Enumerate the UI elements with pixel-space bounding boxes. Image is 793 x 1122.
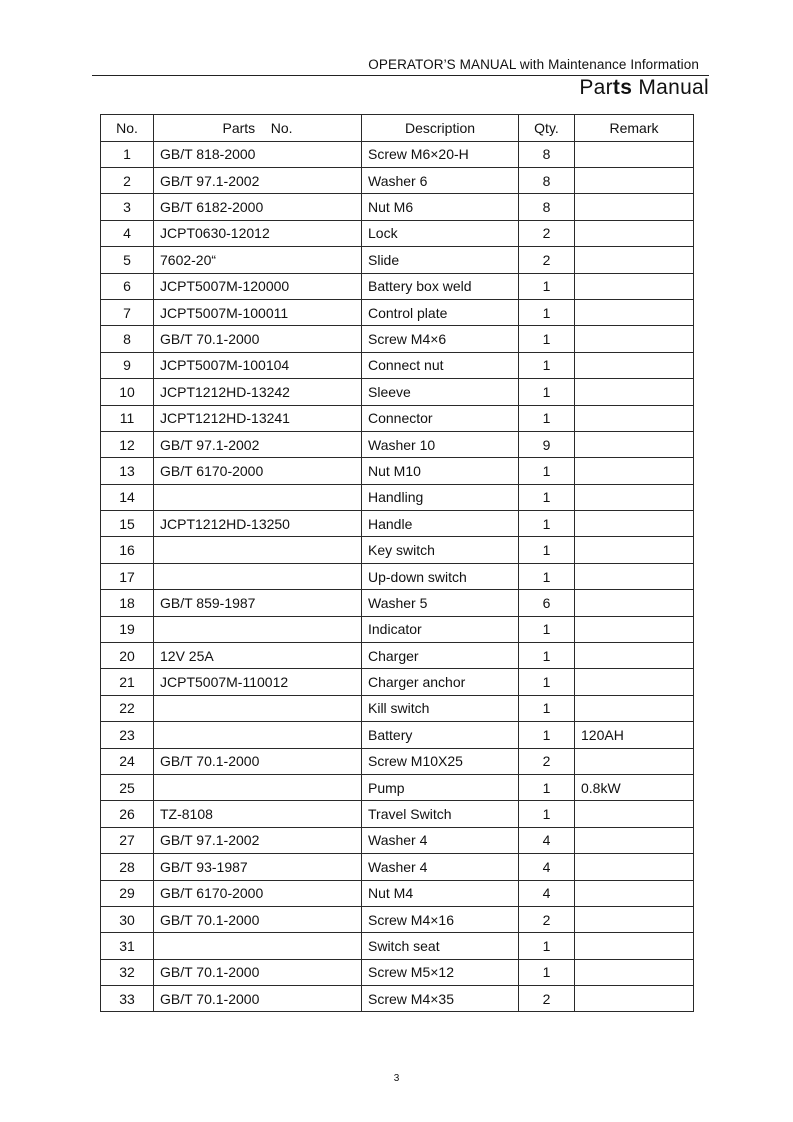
cell-qty: 1 (519, 801, 575, 827)
cell-qty: 8 (519, 167, 575, 193)
cell-description: Screw M10X25 (362, 748, 519, 774)
cell-parts-no: GB/T 6170-2000 (154, 458, 362, 484)
cell-description: Screw M5×12 (362, 959, 519, 985)
cell-remark (575, 352, 694, 378)
table-row (101, 167, 694, 193)
table-row (101, 299, 694, 325)
cell-parts-no (154, 484, 362, 510)
table-row (101, 194, 694, 220)
cell-no: 21 (101, 669, 154, 695)
cell-parts-no: JCPT5007M-100011 (154, 299, 362, 325)
cell-parts-no: GB/T 93-1987 (154, 854, 362, 880)
cell-no: 3 (101, 194, 154, 220)
table-row (101, 616, 694, 642)
cell-no: 2 (101, 167, 154, 193)
cell-no: 13 (101, 458, 154, 484)
cell-description: Sleeve (362, 379, 519, 405)
cell-description: Connector (362, 405, 519, 431)
running-header: OPERATOR’S MANUAL with Maintenance Information (368, 57, 699, 72)
cell-no: 5 (101, 247, 154, 273)
cell-qty: 1 (519, 484, 575, 510)
cell-parts-no: GB/T 70.1-2000 (154, 986, 362, 1012)
cell-remark (575, 484, 694, 510)
cell-description: Washer 6 (362, 167, 519, 193)
cell-parts-no: TZ-8108 (154, 801, 362, 827)
cell-no: 28 (101, 854, 154, 880)
cell-remark (575, 827, 694, 853)
cell-qty: 1 (519, 458, 575, 484)
cell-no: 31 (101, 933, 154, 959)
page-title (0, 76, 709, 100)
cell-no: 30 (101, 906, 154, 932)
cell-no: 26 (101, 801, 154, 827)
table-row (101, 959, 694, 985)
cell-remark (575, 695, 694, 721)
table-row (101, 352, 694, 378)
cell-parts-no: GB/T 70.1-2000 (154, 748, 362, 774)
cell-description: Washer 4 (362, 854, 519, 880)
cell-description: Pump (362, 774, 519, 800)
cell-description: Screw M6×20-H (362, 141, 519, 167)
cell-qty: 1 (519, 379, 575, 405)
table-row (101, 827, 694, 853)
table-row (101, 141, 694, 167)
table-row (101, 511, 694, 537)
cell-remark (575, 906, 694, 932)
cell-parts-no: 12V 25A (154, 643, 362, 669)
cell-remark (575, 431, 694, 457)
cell-parts-no: GB/T 6170-2000 (154, 880, 362, 906)
cell-parts-no: 7602-20“ (154, 247, 362, 273)
cell-remark: 0.8kW (575, 774, 694, 800)
table-row (101, 220, 694, 246)
table-row (101, 326, 694, 352)
cell-description: Battery (362, 722, 519, 748)
cell-remark (575, 247, 694, 273)
cell-qty: 1 (519, 326, 575, 352)
cell-qty: 1 (519, 643, 575, 669)
cell-no: 29 (101, 880, 154, 906)
cell-no: 22 (101, 695, 154, 721)
cell-remark (575, 194, 694, 220)
table-row (101, 774, 694, 800)
cell-no: 33 (101, 986, 154, 1012)
cell-remark (575, 880, 694, 906)
column-header-remark: Remark (575, 115, 694, 142)
cell-no: 23 (101, 722, 154, 748)
cell-qty: 1 (519, 273, 575, 299)
cell-description: Indicator (362, 616, 519, 642)
cell-remark (575, 405, 694, 431)
cell-no: 20 (101, 643, 154, 669)
cell-remark (575, 748, 694, 774)
table-row (101, 590, 694, 616)
table-row (101, 722, 694, 748)
table-row (101, 695, 694, 721)
cell-remark (575, 141, 694, 167)
cell-description: Charger anchor (362, 669, 519, 695)
cell-no: 6 (101, 273, 154, 299)
cell-parts-no: GB/T 70.1-2000 (154, 326, 362, 352)
cell-qty: 2 (519, 247, 575, 273)
cell-qty: 1 (519, 537, 575, 563)
cell-parts-no (154, 616, 362, 642)
cell-parts-no: GB/T 818-2000 (154, 141, 362, 167)
cell-description: Screw M4×35 (362, 986, 519, 1012)
cell-qty: 2 (519, 748, 575, 774)
cell-qty: 8 (519, 194, 575, 220)
cell-description: Nut M4 (362, 880, 519, 906)
cell-description: Nut M10 (362, 458, 519, 484)
cell-qty: 1 (519, 616, 575, 642)
parts-table (100, 114, 694, 1012)
cell-no: 14 (101, 484, 154, 510)
table-row (101, 537, 694, 563)
cell-parts-no: GB/T 70.1-2000 (154, 959, 362, 985)
cell-remark (575, 643, 694, 669)
cell-remark (575, 220, 694, 246)
cell-no: 18 (101, 590, 154, 616)
cell-parts-no: JCPT5007M-110012 (154, 669, 362, 695)
table-row (101, 986, 694, 1012)
cell-parts-no (154, 563, 362, 589)
cell-qty: 1 (519, 511, 575, 537)
cell-remark (575, 563, 694, 589)
cell-no: 9 (101, 352, 154, 378)
cell-remark (575, 590, 694, 616)
cell-description: Washer 5 (362, 590, 519, 616)
cell-description: Charger (362, 643, 519, 669)
table-row (101, 405, 694, 431)
cell-qty: 2 (519, 906, 575, 932)
cell-no: 11 (101, 405, 154, 431)
cell-description: Battery box weld (362, 273, 519, 299)
cell-no: 4 (101, 220, 154, 246)
cell-remark (575, 933, 694, 959)
table-row (101, 563, 694, 589)
cell-description: Control plate (362, 299, 519, 325)
cell-qty: 2 (519, 986, 575, 1012)
cell-description: Washer 10 (362, 431, 519, 457)
table-row (101, 880, 694, 906)
cell-no: 17 (101, 563, 154, 589)
cell-no: 12 (101, 431, 154, 457)
cell-description: Connect nut (362, 352, 519, 378)
cell-description: Travel Switch (362, 801, 519, 827)
cell-no: 8 (101, 326, 154, 352)
cell-remark (575, 616, 694, 642)
cell-parts-no (154, 537, 362, 563)
title-part-2: Manual (632, 76, 709, 99)
cell-remark (575, 273, 694, 299)
cell-description: Slide (362, 247, 519, 273)
cell-parts-no: JCPT1212HD-13241 (154, 405, 362, 431)
cell-remark (575, 167, 694, 193)
cell-parts-no: JCPT5007M-120000 (154, 273, 362, 299)
cell-parts-no: GB/T 859-1987 (154, 590, 362, 616)
table-row (101, 906, 694, 932)
table-row (101, 273, 694, 299)
table-row (101, 801, 694, 827)
cell-no: 19 (101, 616, 154, 642)
table-row (101, 247, 694, 273)
cell-remark (575, 326, 694, 352)
cell-no: 27 (101, 827, 154, 853)
cell-parts-no (154, 722, 362, 748)
cell-description: Screw M4×16 (362, 906, 519, 932)
cell-description: Washer 4 (362, 827, 519, 853)
cell-qty: 1 (519, 933, 575, 959)
table-row (101, 748, 694, 774)
table-row (101, 379, 694, 405)
cell-qty: 4 (519, 854, 575, 880)
column-header-parts-no: Parts No. (154, 115, 362, 142)
cell-description: Key switch (362, 537, 519, 563)
cell-description: Kill switch (362, 695, 519, 721)
cell-remark: 120AH (575, 722, 694, 748)
cell-remark (575, 299, 694, 325)
cell-no: 1 (101, 141, 154, 167)
cell-qty: 4 (519, 880, 575, 906)
table-header-row (101, 115, 694, 142)
cell-qty: 1 (519, 299, 575, 325)
column-header-no: No. (101, 115, 154, 142)
title-bold-part: ts (612, 76, 633, 99)
table-row (101, 643, 694, 669)
table-row (101, 669, 694, 695)
cell-parts-no (154, 774, 362, 800)
cell-parts-no: JCPT0630-12012 (154, 220, 362, 246)
cell-no: 32 (101, 959, 154, 985)
cell-qty: 1 (519, 352, 575, 378)
cell-remark (575, 986, 694, 1012)
cell-remark (575, 511, 694, 537)
cell-parts-no: JCPT5007M-100104 (154, 352, 362, 378)
table-row (101, 458, 694, 484)
cell-remark (575, 537, 694, 563)
cell-qty: 8 (519, 141, 575, 167)
cell-parts-no (154, 933, 362, 959)
column-header-qty: Qty. (519, 115, 575, 142)
cell-remark (575, 801, 694, 827)
cell-remark (575, 458, 694, 484)
column-header-description: Description (362, 115, 519, 142)
cell-qty: 1 (519, 695, 575, 721)
cell-description: Nut M6 (362, 194, 519, 220)
cell-remark (575, 959, 694, 985)
cell-description: Screw M4×6 (362, 326, 519, 352)
cell-no: 25 (101, 774, 154, 800)
cell-parts-no: GB/T 97.1-2002 (154, 431, 362, 457)
cell-no: 15 (101, 511, 154, 537)
cell-parts-no: GB/T 6182-2000 (154, 194, 362, 220)
cell-description: Lock (362, 220, 519, 246)
cell-description: Handling (362, 484, 519, 510)
page-number: 3 (393, 1073, 400, 1084)
cell-parts-no: GB/T 97.1-2002 (154, 827, 362, 853)
cell-description: Handle (362, 511, 519, 537)
cell-description: Switch seat (362, 933, 519, 959)
cell-no: 16 (101, 537, 154, 563)
cell-parts-no: JCPT1212HD-13242 (154, 379, 362, 405)
title-part-1: Par (579, 76, 613, 99)
cell-parts-no: GB/T 97.1-2002 (154, 167, 362, 193)
cell-qty: 1 (519, 669, 575, 695)
cell-qty: 1 (519, 959, 575, 985)
cell-remark (575, 379, 694, 405)
cell-qty: 4 (519, 827, 575, 853)
cell-parts-no: GB/T 70.1-2000 (154, 906, 362, 932)
cell-qty: 2 (519, 220, 575, 246)
cell-qty: 6 (519, 590, 575, 616)
cell-no: 24 (101, 748, 154, 774)
cell-qty: 1 (519, 563, 575, 589)
cell-qty: 1 (519, 774, 575, 800)
cell-parts-no: JCPT1212HD-13250 (154, 511, 362, 537)
cell-description: Up-down switch (362, 563, 519, 589)
cell-remark (575, 854, 694, 880)
table-row (101, 431, 694, 457)
table-row (101, 933, 694, 959)
table-row (101, 854, 694, 880)
cell-qty: 1 (519, 722, 575, 748)
cell-no: 10 (101, 379, 154, 405)
table-row (101, 484, 694, 510)
cell-no: 7 (101, 299, 154, 325)
cell-parts-no (154, 695, 362, 721)
cell-remark (575, 669, 694, 695)
cell-qty: 1 (519, 405, 575, 431)
cell-qty: 9 (519, 431, 575, 457)
